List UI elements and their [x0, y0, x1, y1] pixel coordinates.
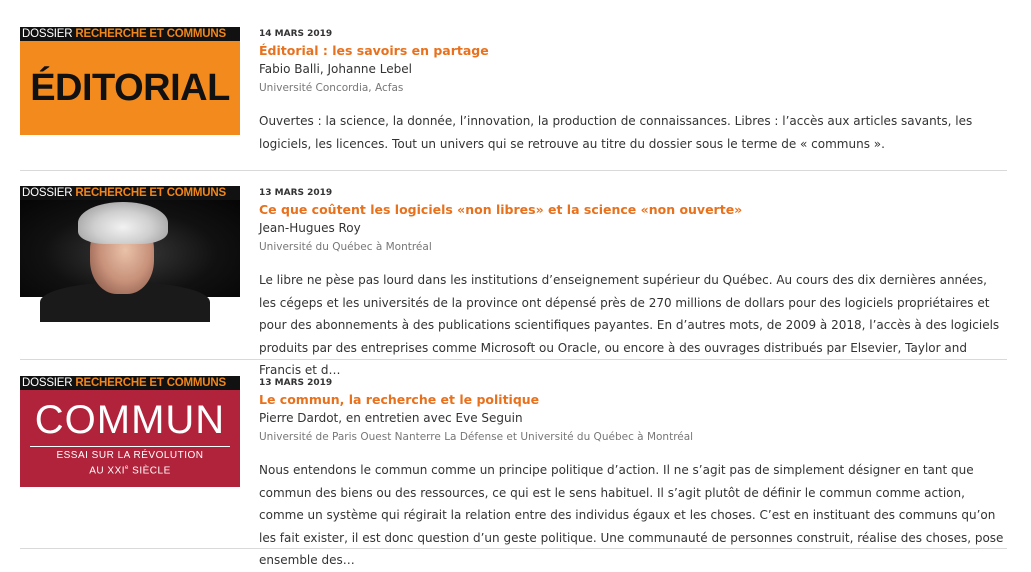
article-text	[259, 186, 1007, 382]
article-text	[259, 27, 1007, 155]
dossier-banner	[20, 27, 240, 41]
cover-subtitle-line2	[20, 462, 240, 477]
article-authors: Fabio Balli, Johanne Lebel	[259, 62, 412, 76]
article-institution: Université du Québec à Montréal	[259, 241, 432, 253]
cover-subtitle-post: SIÈCLE	[128, 465, 171, 477]
portrait-hair	[78, 202, 168, 244]
thumbnail-heading: ÉDITORIAL	[30, 66, 230, 109]
article-date: 13 MARS 2019	[259, 378, 333, 388]
list-item	[20, 27, 1007, 171]
thumbnail-heading: COMMUN	[34, 398, 226, 442]
article-excerpt: Ouvertes : la science, la donnée, l’innovation, la production de connaissances. Libres : l’accès aux articles savants, les logiciels, les licences. Tout un univers qui se retrouve au titre du dossier sous le terme de « communs ».	[259, 114, 973, 151]
article-institution: Université Concordia, Acfas	[259, 82, 404, 94]
article-title-link[interactable]: Le commun, la recherche et le politique	[259, 392, 540, 407]
cover-divider	[30, 446, 230, 447]
cover-subtitle-sup: e	[125, 465, 129, 471]
article-date: 14 MARS 2019	[259, 29, 333, 39]
article-text	[259, 376, 1007, 572]
article-authors: Jean-Hugues Roy	[259, 221, 361, 235]
article-institution: Université de Paris Ouest Nanterre La Défense et Université du Québec à Montréal	[259, 431, 694, 443]
article-excerpt: Nous entendons le commun comme un principe politique d’action. Il ne s’agit pas de simplement désigner en tant que commun des biens ou des ressources, ce qui est le sens habituel. Il s’agit plutôt de définir le commun comme action, comme un système qui régirait la relation entre des individus égaux et les choses. C’est en instituant des communs qu’on les fait exister, il est donc question d’un geste politique. Une communauté de personnes construit, réalise des choses, pose ensemble des…	[259, 463, 1004, 567]
article-title-link[interactable]: Éditorial : les savoirs en partage	[259, 43, 489, 58]
list-item	[20, 376, 1007, 567]
banner-prefix: DOSSIER	[22, 377, 73, 389]
article-authors: Pierre Dardot, en entretien avec Eve Seguin	[259, 411, 523, 425]
banner-prefix: DOSSIER	[22, 28, 73, 40]
author-portrait-image	[20, 200, 240, 297]
banner-highlight: RECHERCHE ET COMMUNS	[75, 187, 226, 199]
cover-subtitle	[20, 450, 240, 477]
thumbnail-art	[20, 41, 240, 135]
cover-subtitle-line1: ESSAI SUR LA RÉVOLUTION	[56, 450, 204, 461]
dossier-banner	[20, 376, 240, 390]
article-date: 13 MARS 2019	[259, 188, 333, 198]
article-thumbnail[interactable]	[20, 186, 240, 297]
article-title-link[interactable]: Ce que coûtent les logiciels «non libres» et la science «non ouverte»	[259, 202, 743, 217]
banner-highlight: RECHERCHE ET COMMUNS	[75, 28, 226, 40]
banner-prefix: DOSSIER	[22, 187, 73, 199]
cover-subtitle-pre: AU XXI	[89, 465, 126, 477]
article-thumbnail[interactable]	[20, 27, 240, 135]
article-thumbnail[interactable]	[20, 376, 240, 487]
list-item	[20, 186, 1007, 377]
banner-highlight: RECHERCHE ET COMMUNS	[75, 377, 226, 389]
book-cover-image	[20, 390, 240, 487]
dossier-banner	[20, 186, 240, 200]
article-excerpt: Le libre ne pèse pas lourd dans les institutions d’enseignement supérieur du Québec. Au cours des dix dernières années, les cégeps et les universités de la province ont dépensé près de 270 millions de dollars pour des logiciels propriétaires et pour des abonnements à des publications scientifiques payantes. En d’autres mots, de 2009 à 2018, l’accès à des logiciels produits par des entreprises comme Microsoft ou Oracle, ou encore à des ouvrages distribués par Elsevier, Taylor and Francis et d…	[259, 273, 1000, 377]
